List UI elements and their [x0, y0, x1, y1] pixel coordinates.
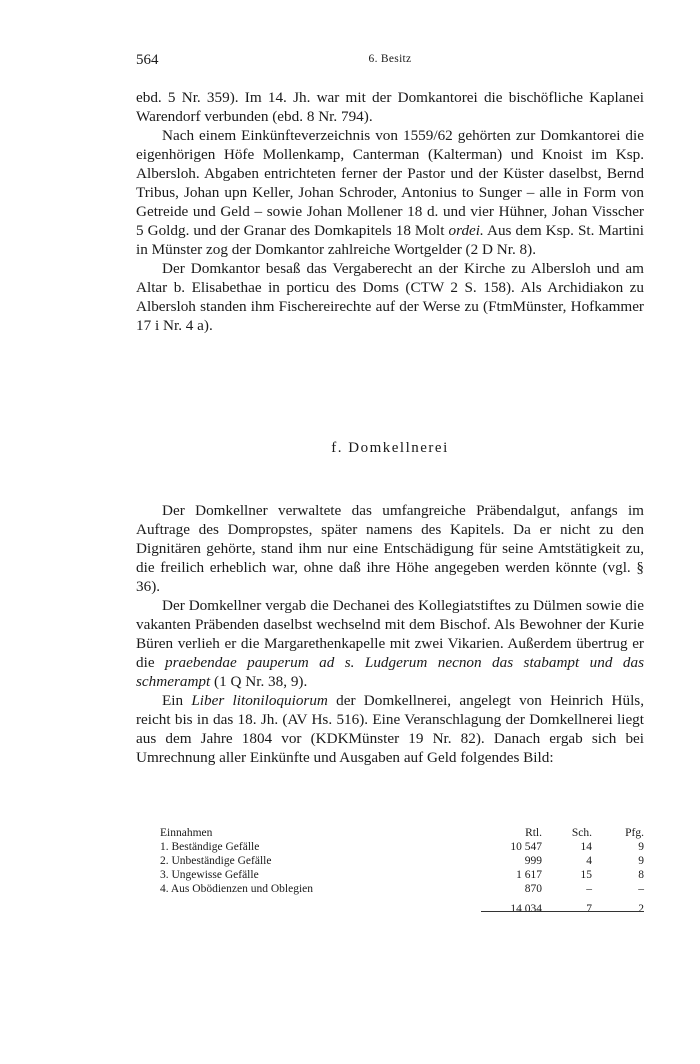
- section-heading: f. Domkellnerei: [331, 440, 449, 456]
- table-header-row: [160, 826, 644, 840]
- table-row: 2. Unbeständige Gefälle 999 4 9: [160, 855, 644, 867]
- table-header-pfg: Pfg.: [625, 827, 644, 839]
- table-header-label: Einnahmen: [160, 827, 213, 839]
- paragraph-4: Der Domkellner verwaltete das umfangreiche Präbendalgut, anfangs im Auftrage des Dompropstes, später namens des Kapitels. Da er nicht zu den Dignitären gehörte, stand ihm nur eine Entschädigung für seine Amtstätigkeit zu, die freilich erheblich war, ohne daß ihre Höhe angegeben werden könnte (vgl. § 36).: [136, 502, 644, 595]
- italic-term-liber: Liber litoniloquiorum: [191, 692, 328, 709]
- income-table: [160, 826, 644, 916]
- text-block-domkantorei: [136, 88, 644, 335]
- paragraph-2: Nach einem Einkünfteverzeichnis von 1559/62 gehörten zur Domkantorei die eigenhörigen Höfe Mollenkamp, Canterman (Kalterman) und Knoist im Ksp. Albersloh. Abgaben entrichteten ferner der Pastor und der Küster daselbst, Bernd Tribus, Johan upn Keller, Johan Schroder, Antonius to Sunger – alle in Form von Getreide und Geld – sowie Johan Mollener 18 d. und vier Hühner, Johan Visscher 5 Goldg. und der Granar des Domkapitels 18 Molt ordei. Aus dem Ksp. St. Martini in Münster zog der Domkantor zahlreiche Wortgelder (2 D Nr. 8).: [136, 127, 644, 258]
- total-sch: 7: [586, 903, 592, 915]
- table-total-row: [160, 896, 644, 916]
- table-row: 4. Aus Obödienzen und Oblegien 870 – –: [160, 883, 644, 895]
- paragraph-6: Ein Liber litoniloquiorum der Domkellnerei, angelegt von Heinrich Hüls, reicht bis in das 18. Jh. (AV Hs. 516). Eine Veranschlagung der Domkellnerei liegt aus dem Jahre 1804 vor (KDKMünster 19 Nr. 82). Danach ergab sich bei Umrechnung aller Einkünfte und Ausgaben auf Geld folgendes Bild:: [136, 692, 644, 766]
- table-header-rtl: Rtl.: [525, 827, 542, 839]
- total-rtl: 14 034: [510, 903, 542, 915]
- page-header: [136, 52, 644, 72]
- page-number: 564: [136, 52, 159, 68]
- paragraph-3: Der Domkantor besaß das Vergaberecht an der Kirche zu Albersloh und am Altar b. Elisabethae in porticu des Doms (CTW 2 S. 158). Als Archidiakon zu Albersloh standen ihm Fischereirechte auf der Werse zu (FtmMünster, Hofkammer 17 i Nr. 4 a).: [136, 260, 644, 334]
- italic-term-praebendae: praebendae pauperum ad s. Ludgerum necnon das stabampt und das schmerampt: [136, 654, 644, 690]
- table-header-sch: Sch.: [571, 827, 592, 839]
- total-pfg: 2: [638, 903, 644, 915]
- table-row: 1. Beständige Gefälle 10 547 14 9: [160, 841, 644, 853]
- text-block-domkellnerei: [136, 501, 644, 767]
- paragraph-5: Der Domkellner vergab die Dechanei des Kollegiatstiftes zu Dülmen sowie die vakanten Präbenden daselbst wechselnd mit dem Bischof. Als Bewohner der Kurie Büren verlieh er die Margarethenkapelle mit zwei Vikarien. Außerdem übertrug er die praebendae pauperum ad s. Ludgerum necnon das stabampt und das schmerampt (1 Q Nr. 38, 9).: [136, 597, 644, 690]
- running-head: 6. Besitz: [368, 53, 412, 65]
- italic-term-ordei: ordei.: [448, 222, 484, 239]
- sum-rule: [481, 911, 644, 912]
- paragraph-1: ebd. 5 Nr. 359). Im 14. Jh. war mit der Domkantorei die bischöfliche Kaplanei Warendorf verbunden (ebd. 8 Nr. 794).: [136, 89, 644, 125]
- table-row: 3. Ungewisse Gefälle 1 617 15 8: [160, 869, 644, 881]
